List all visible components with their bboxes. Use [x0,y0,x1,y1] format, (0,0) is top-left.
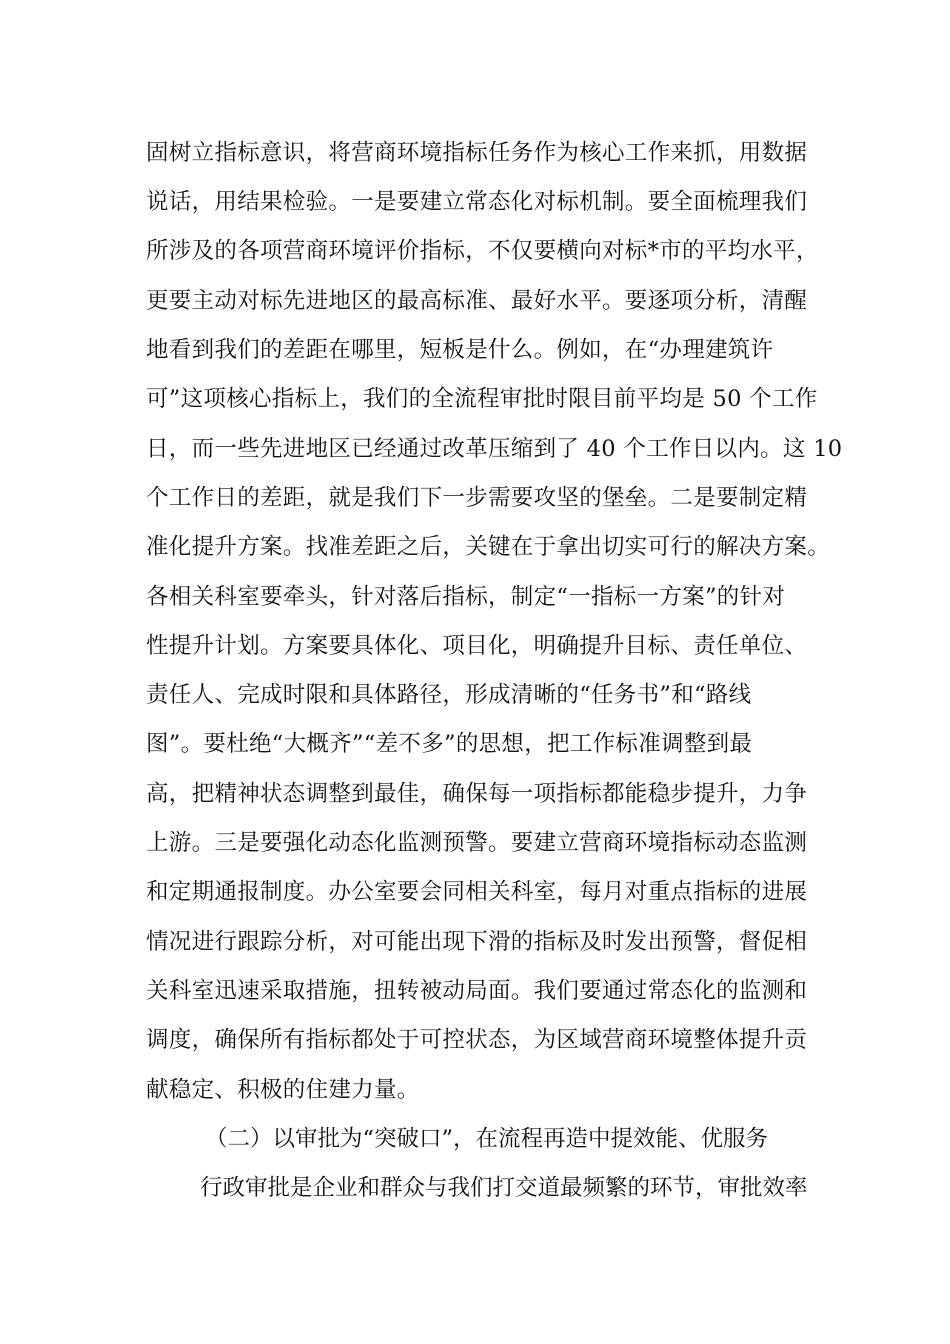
section-heading: （二）以审批为“突破口”，在流程再造中提效能、优服务 [205,1126,769,1152]
body-line-10: 各相关科室要牵头，针对落后指标，制定“一指标一方案”的针对 [146,584,786,610]
body-line-3: 所涉及的各项营商环境评价指标，不仅要横向对标*市的平均水平， [146,238,819,264]
body-line-16: 和定期通报制度。办公室要会同相关科室，每月对重点指标的进展 [146,879,808,905]
body-line-5: 地看到我们的差距在哪里，短板是什么。例如，在“办理建筑许 [146,337,774,363]
body-line-4: 更要主动对标先进地区的最高标准、最好水平。要逐项分析，清醒 [146,288,808,314]
body-line-7: 日，而一些先进地区已经通过改革压缩到了 40 个工作日以内。这 10 [146,436,843,462]
body-line-12: 责任人、完成时限和具体路径，形成清晰的“任务书”和“路线 [146,682,752,708]
body-line-15: 上游。三是要强化动态化监测预警。要建立营商环境指标动态监测 [146,830,808,856]
body-line-8: 个工作日的差距，就是我们下一步需要攻坚的堡垒。二是要制定精 [146,485,808,511]
body-line-9: 准化提升方案。找准差距之后，关键在于拿出切实可行的解决方案。 [146,534,831,560]
paragraph-first-line: 行政审批是企业和群众与我们打交道最频繁的环节，审批效率 [200,1175,808,1201]
body-line-19: 调度，确保所有指标都处于可控状态，为区域营商环境整体提升贡 [146,1027,808,1053]
body-line-2: 说话，用结果检验。一是要建立常态化对标机制。要全面梳理我们 [146,189,808,215]
body-line-14: 高，把精神状态调整到最佳，确保每一项指标都能稳步提升，力争 [146,781,808,807]
body-line-20: 献稳定、积极的住建力量。 [146,1077,420,1103]
body-line-6: 可”这项核心指标上，我们的全流程审批时限目前平均是 50 个工作 [146,386,818,412]
body-line-17: 情况进行跟踪分析，对可能出现下滑的指标及时发出预警，督促相 [146,929,808,955]
body-line-18: 关科室迅速采取措施，扭转被动局面。我们要通过常态化的监测和 [146,978,808,1004]
body-line-11: 性提升计划。方案要具体化、项目化，明确提升目标、责任单位、 [146,633,808,659]
body-line-13: 图”。要杜绝“大概齐”“差不多”的思想，把工作标准调整到最 [146,731,753,757]
body-line-1: 固树立指标意识，将营商环境指标任务作为核心工作来抓，用数据 [146,140,808,166]
